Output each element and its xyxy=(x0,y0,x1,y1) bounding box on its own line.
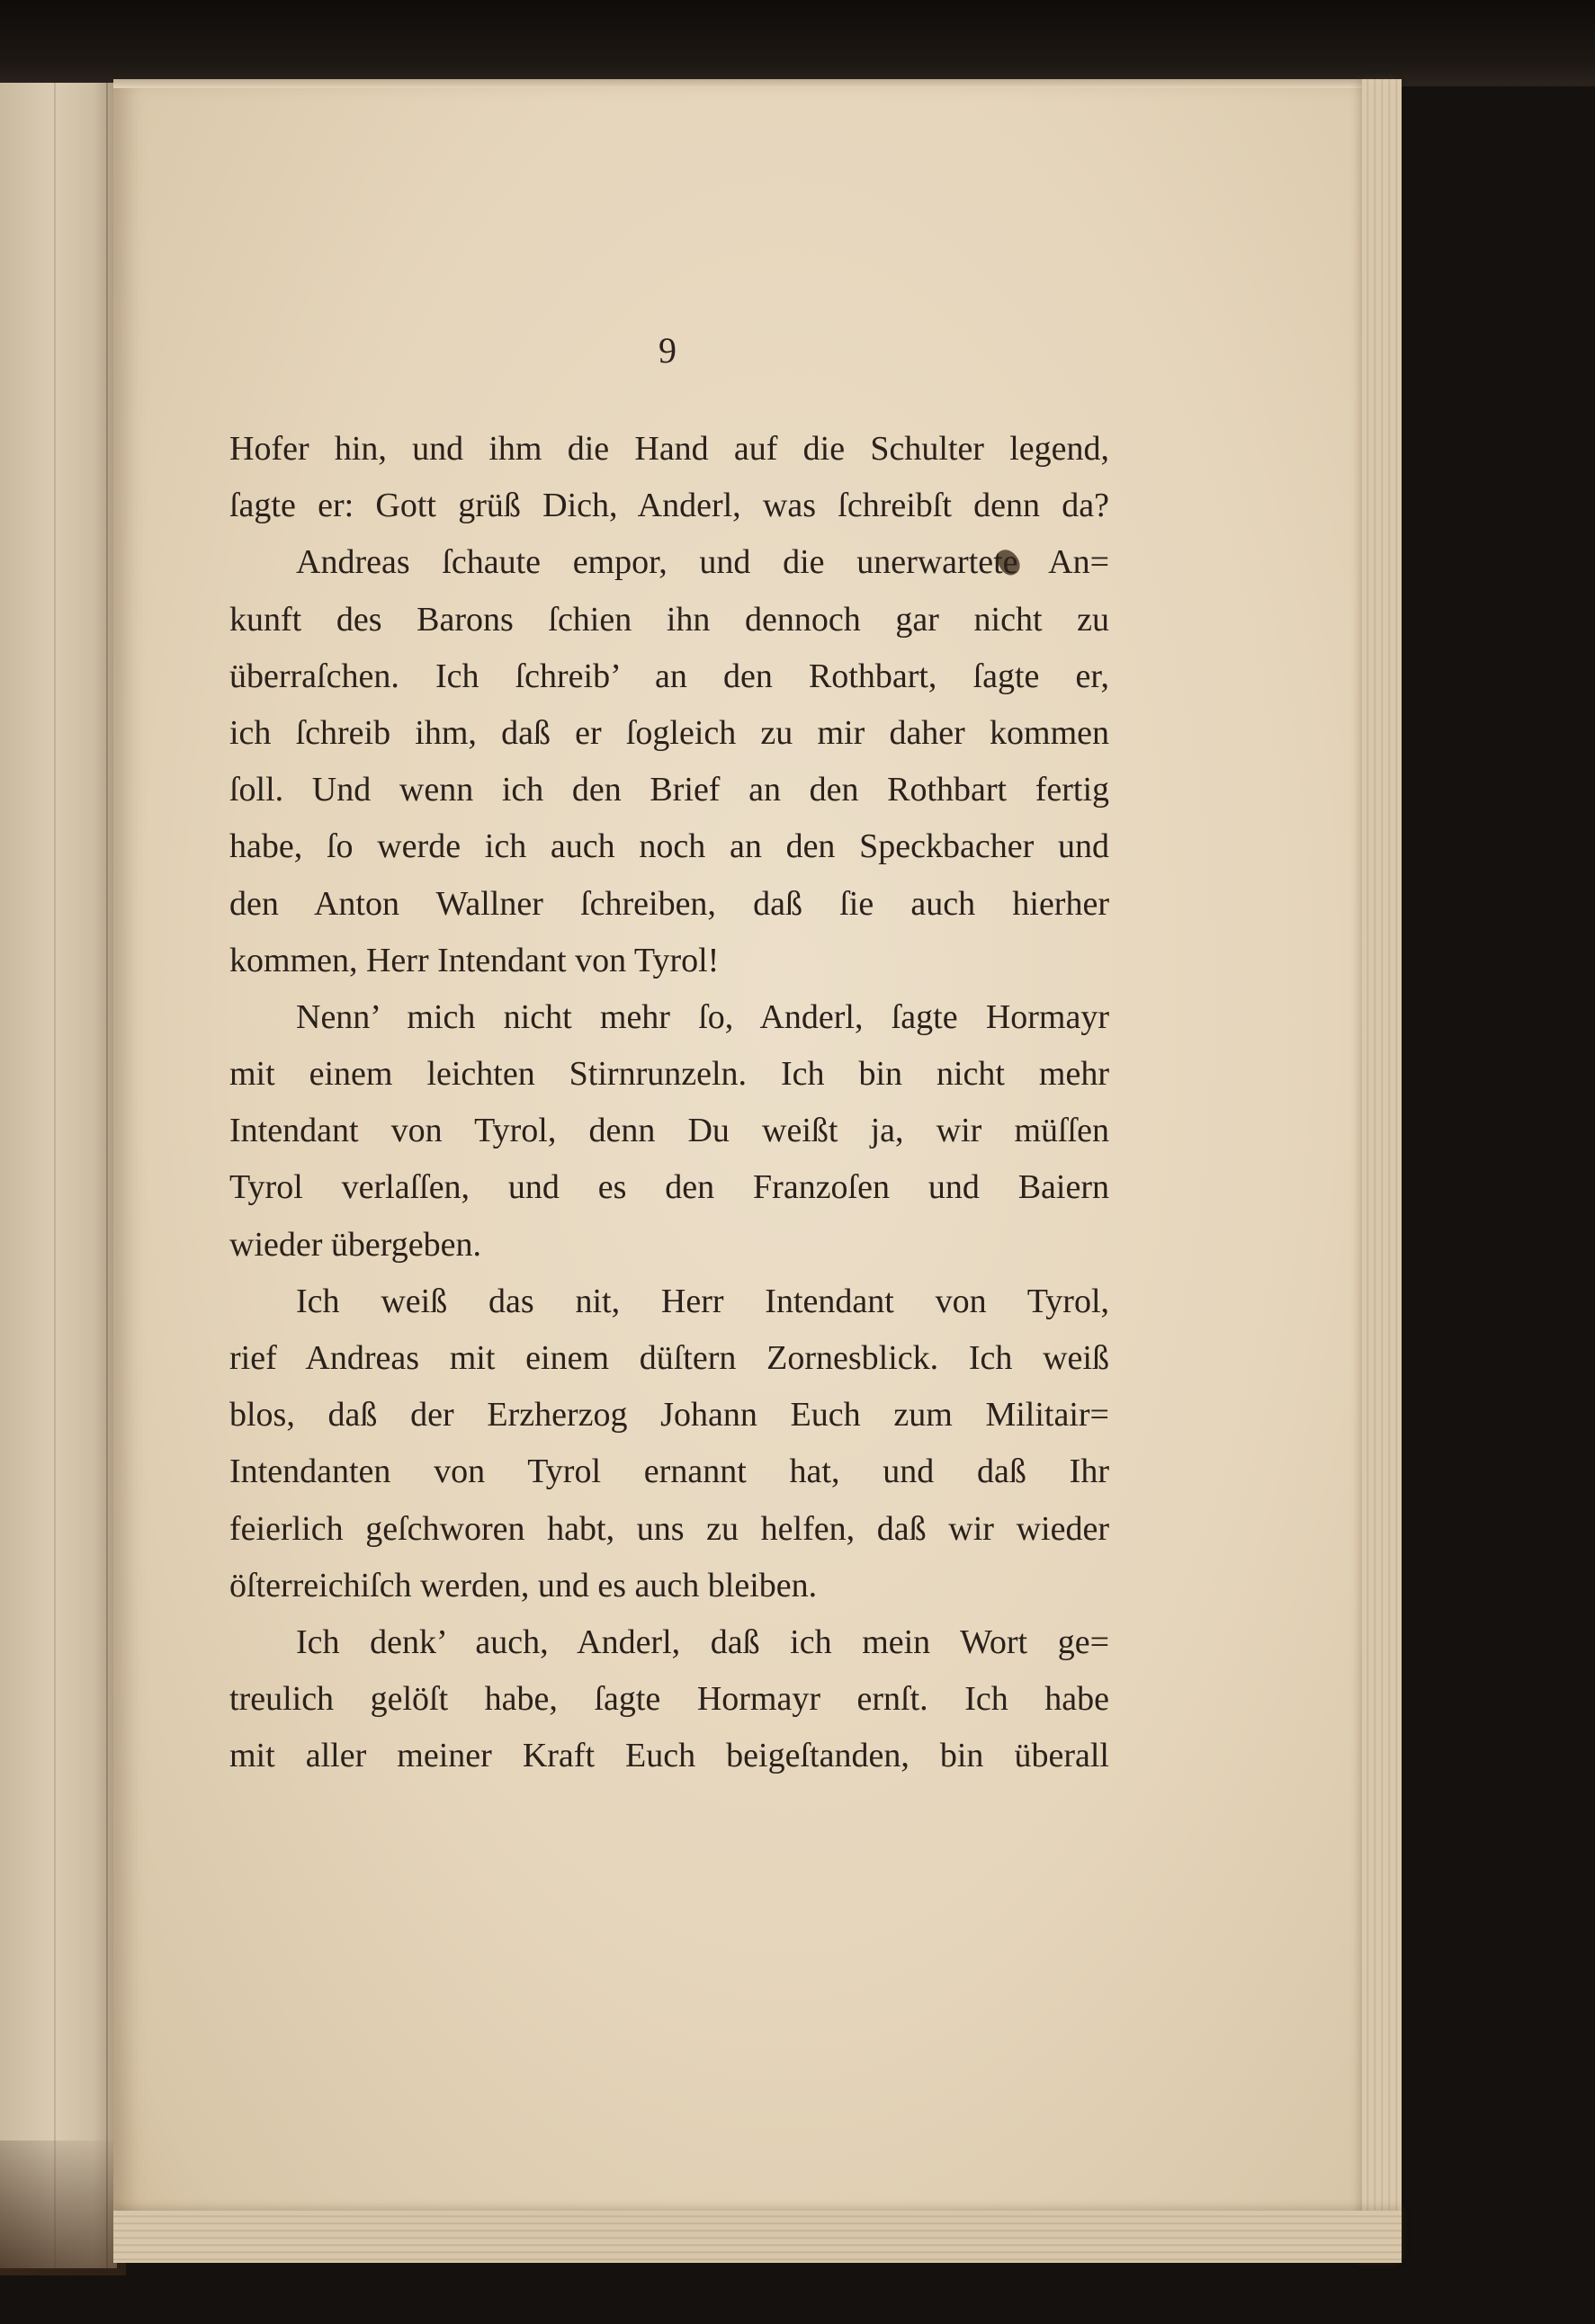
scan-background-top xyxy=(0,0,1595,86)
gutter-line xyxy=(54,83,56,2268)
page-number: 9 xyxy=(659,330,677,371)
paragraph xyxy=(229,534,1109,989)
text-line: ſoll. Und wenn ich den Brief an den Rothbart fertig xyxy=(229,771,1109,809)
paragraph xyxy=(229,1614,1109,1785)
binding-gutter xyxy=(0,83,117,2268)
text-line: feierlich geſchworen habt, uns zu helfen, daß wir wieder xyxy=(229,1509,1109,1548)
text-line: überraſchen. Ich ſchreib’ an den Rothbart, ſagte er, xyxy=(229,657,1109,695)
body-text xyxy=(229,421,1109,1785)
text-line: habe, ſo werde ich auch noch an den Speckbacher und xyxy=(229,827,1109,866)
text-line: kommen, Herr Intendant von Tyrol! xyxy=(229,941,720,979)
text-line: mit einem leichten Stirnrunzeln. Ich bin nicht mehr xyxy=(229,1055,1109,1094)
text-line: Ich weiß das nit, Herr Intendant von Tyrol, xyxy=(296,1282,1109,1320)
text-line: Intendant von Tyrol, denn Du weißt ja, wir müſſen xyxy=(229,1112,1109,1150)
paragraph xyxy=(229,989,1109,1274)
text-line: öſterreichiſch werden, und es auch bleiben. xyxy=(229,1566,818,1604)
text-line: kunft des Barons ſchien ihn dennoch gar nicht zu xyxy=(229,600,1109,639)
text-line: blos, daß der Erzherzog Johann Euch zum Militair= xyxy=(229,1396,1109,1435)
text-line: mit aller meiner Kraft Euch beigeſtanden, bin überall xyxy=(229,1737,1109,1775)
text-line: wieder übergeben. xyxy=(229,1225,481,1264)
page-edge-right xyxy=(1362,79,1402,2263)
text-line: Tyrol verlaſſen, und es den Franzoſen und Baiern xyxy=(229,1168,1109,1207)
page-edge-bottom xyxy=(113,2211,1402,2263)
text-line: Intendanten von Tyrol ernannt hat, und daß Ihr xyxy=(229,1452,1109,1491)
page-edge-top xyxy=(113,79,1402,88)
text-line: Hofer hin, und ihm die Hand auf die Schulter legend, xyxy=(229,430,1109,468)
text-line: Andreas ſchaute empor, und die unerwartete An= xyxy=(296,543,1109,582)
text-line: treulich gelöſt habe, ſagte Hormayr ernſt. Ich habe xyxy=(229,1680,1109,1719)
text-line: Nenn’ mich nicht mehr ſo, Anderl, ſagte Hormayr xyxy=(296,997,1109,1036)
paragraph-continued xyxy=(229,421,1109,534)
text-line: rief Andreas mit einem düſtern Zornesblick. Ich weiß xyxy=(229,1339,1109,1377)
text-line: Ich denk’ auch, Anderl, daß ich mein Wort ge= xyxy=(296,1622,1109,1661)
text-line: den Anton Wallner ſchreiben, daß ſie auch hierher xyxy=(229,884,1109,923)
gutter-line xyxy=(106,83,108,2268)
cover-corner xyxy=(0,2141,126,2275)
paragraph xyxy=(229,1274,1109,1614)
text-line: ich ſchreib ihm, daß er ſogleich zu mir daher kommen xyxy=(229,713,1109,752)
text-line: ſagte er: Gott grüß Dich, Anderl, was ſchreibſt denn da? xyxy=(229,487,1109,525)
